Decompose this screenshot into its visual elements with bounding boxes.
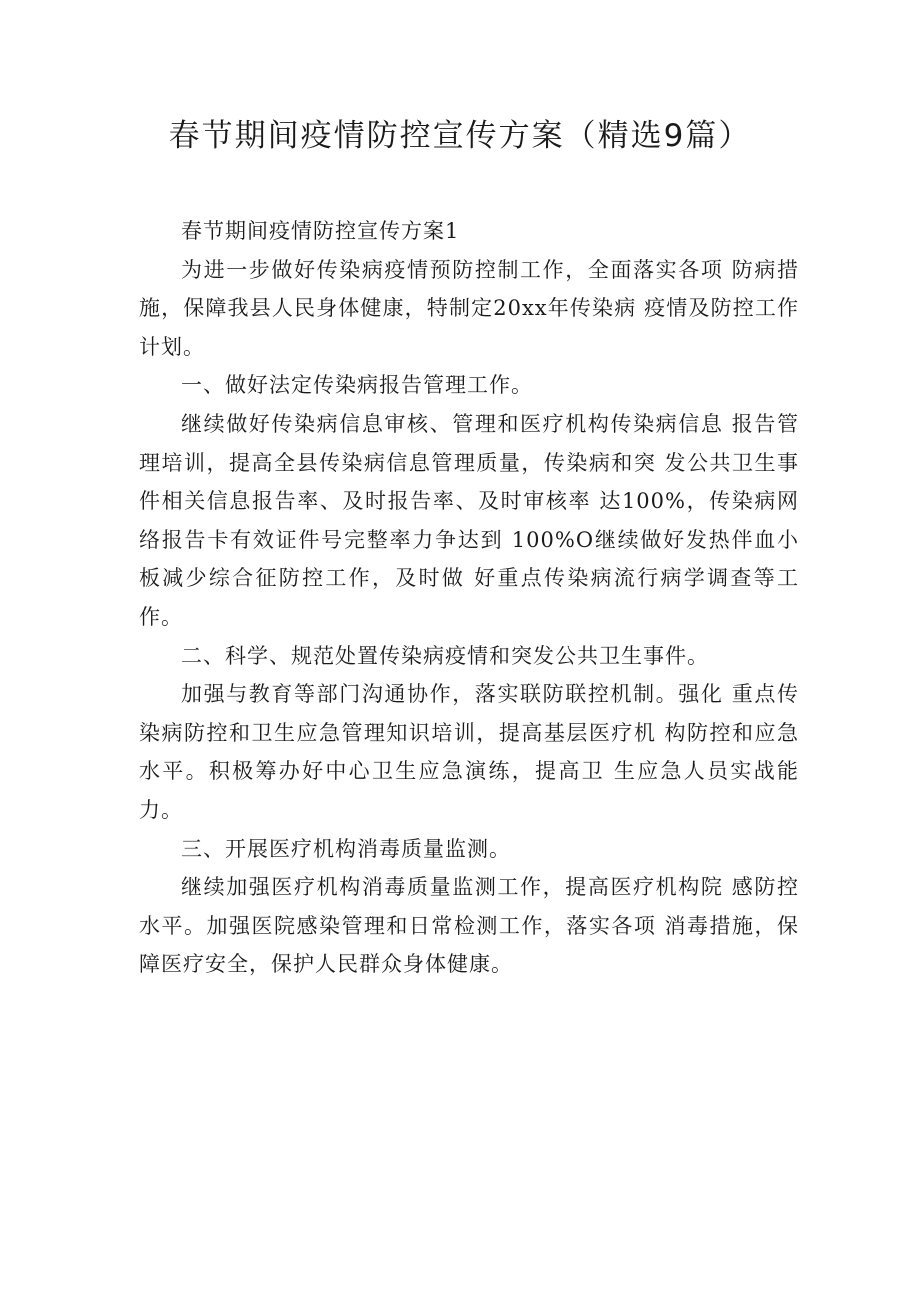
paragraph-intro: 为进一步做好传染病疫情预防控制工作，全面落实各项 防病措施，保障我县人民身体健康，特制定20xx年传染病 疫情及防控工作计划。: [139, 257, 799, 359]
section-title: 春节期间疫情防控宣传方案1: [181, 219, 460, 243]
document-body: [139, 212, 799, 984]
paragraph-1: 继续做好传染病信息审核、管理和医疗机构传染病信息 报告管理培训，提高全县传染病信息管理质量，传染病和突 发公共卫生事件相关信息报告率、及时报告率、及时审核率 达100%，传染病网络报告卡有效证件号完整率力争达到 100%O继续做好发热伴血小板减少综合征防控工作，及时做 好重点传染病流行病学调查等工作。: [139, 411, 799, 629]
section-heading-1: 一、做好法定传染病报告管理工作。: [181, 373, 533, 398]
paragraph-3: 继续加强医疗机构消毒质量监测工作，提高医疗机构院 感防控水平。加强医院感染管理和日常检测工作，落实各项 消毒措施，保障医疗安全，保护人民群众身体健康。: [139, 875, 799, 977]
section-heading-2: 二、科学、规范处置传染病疫情和突发公共卫生事件。: [181, 643, 709, 668]
section-heading-3: 三、开展医疗机构消毒质量监测。: [181, 836, 511, 861]
paragraph-2: 加强与教育等部门沟通协作，落实联防联控机制。强化 重点传染病防控和卫生应急管理知识培训，提高基层医疗机 构防控和应急水平。积极筹办好中心卫生应急演练，提高卫 生应急人员实战能力。: [139, 682, 799, 822]
document-title: 春节期间疫情防控宣传方案（精选9篇）: [168, 118, 752, 154]
